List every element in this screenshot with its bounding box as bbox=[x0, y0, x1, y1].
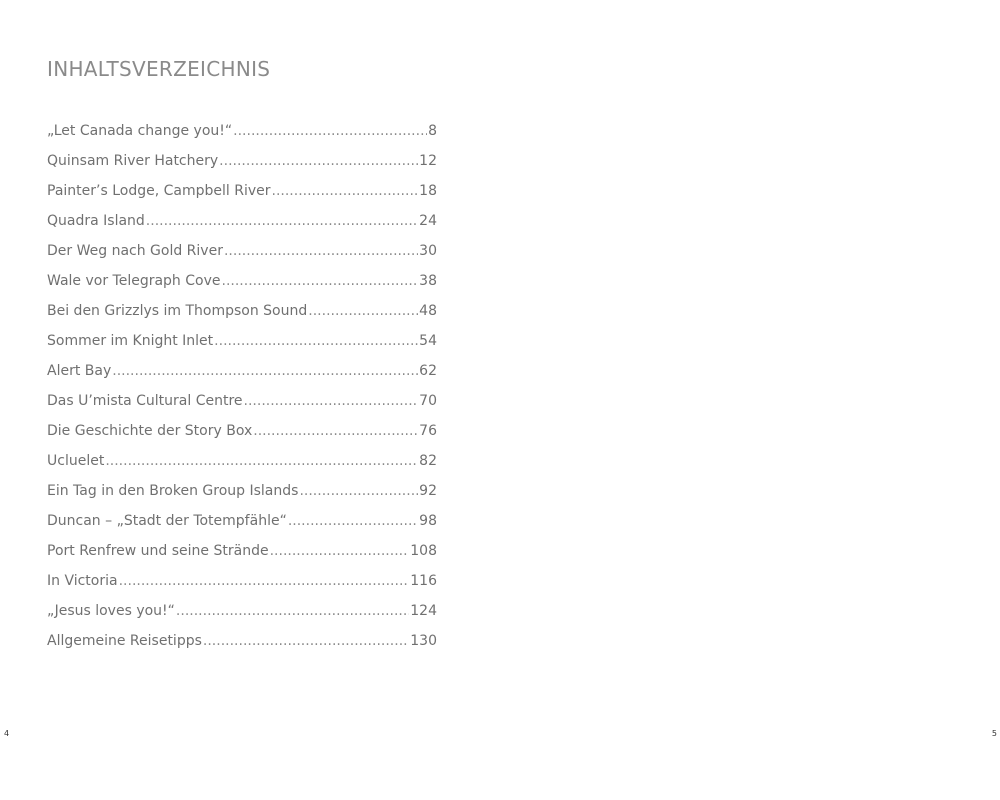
toc-entry-page: 38 bbox=[419, 273, 437, 289]
toc-dot-leader bbox=[214, 329, 418, 353]
toc-entry-title: Quinsam River Hatchery bbox=[47, 153, 219, 169]
page-title: INHALTSVERZEICHNIS bbox=[47, 57, 271, 81]
toc-entry-title: Alert Bay bbox=[47, 363, 112, 379]
toc-dot-leader bbox=[119, 569, 410, 593]
toc-entry bbox=[47, 419, 437, 449]
toc-entry bbox=[47, 299, 437, 329]
toc-entry-page: 12 bbox=[419, 153, 437, 169]
toc-entry bbox=[47, 329, 437, 359]
toc-dot-leader bbox=[222, 269, 419, 293]
toc-entry-title: „Jesus loves you!“ bbox=[47, 603, 175, 619]
toc-entry-title: Bei den Grizzlys im Thompson Sound bbox=[47, 303, 308, 319]
toc-entry-page: 130 bbox=[410, 633, 437, 649]
table-of-contents bbox=[47, 119, 437, 659]
toc-entry-title: In Victoria bbox=[47, 573, 118, 589]
toc-dot-leader bbox=[146, 209, 418, 233]
toc-dot-leader bbox=[112, 359, 418, 383]
page-number-left: 4 bbox=[4, 729, 10, 738]
toc-dot-leader bbox=[288, 509, 418, 533]
toc-entry bbox=[47, 179, 437, 209]
toc-entry-page: 18 bbox=[419, 183, 437, 199]
toc-entry-page: 48 bbox=[419, 303, 437, 319]
toc-entry bbox=[47, 239, 437, 269]
toc-entry bbox=[47, 629, 437, 659]
toc-dot-leader bbox=[308, 299, 418, 323]
toc-entry bbox=[47, 209, 437, 239]
toc-dot-leader bbox=[105, 449, 418, 473]
toc-entry bbox=[47, 509, 437, 539]
toc-entry-page: 98 bbox=[419, 513, 437, 529]
toc-entry-page: 24 bbox=[419, 213, 437, 229]
toc-dot-leader bbox=[176, 599, 409, 623]
toc-entry-page: 8 bbox=[428, 123, 437, 139]
toc-entry-page: 62 bbox=[419, 363, 437, 379]
toc-entry-page: 82 bbox=[419, 453, 437, 469]
toc-entry-title: Duncan – „Stadt der Totempfähle“ bbox=[47, 513, 287, 529]
toc-entry-title: Die Geschichte der Story Box bbox=[47, 423, 253, 439]
toc-entry-page: 92 bbox=[419, 483, 437, 499]
toc-entry bbox=[47, 359, 437, 389]
toc-entry-title: Port Renfrew und seine Strände bbox=[47, 543, 269, 559]
toc-entry-title: Sommer im Knight Inlet bbox=[47, 333, 214, 349]
toc-entry-title: Das U’mista Cultural Centre bbox=[47, 393, 243, 409]
toc-entry bbox=[47, 149, 437, 179]
toc-entry bbox=[47, 569, 437, 599]
toc-entry-title: Allgemeine Reisetipps bbox=[47, 633, 202, 649]
toc-entry-title: Ein Tag in den Broken Group Islands bbox=[47, 483, 299, 499]
toc-entry-page: 70 bbox=[419, 393, 437, 409]
toc-dot-leader bbox=[203, 629, 409, 653]
toc-dot-leader bbox=[224, 239, 418, 263]
toc-entry-page: 124 bbox=[410, 603, 437, 619]
toc-dot-leader bbox=[270, 539, 410, 563]
toc-entry-title: Painter’s Lodge, Campbell River bbox=[47, 183, 271, 199]
toc-dot-leader bbox=[272, 179, 419, 203]
toc-entry-page: 76 bbox=[419, 423, 437, 439]
toc-entry bbox=[47, 539, 437, 569]
toc-entry bbox=[47, 119, 437, 149]
page-number-right: 5 bbox=[991, 729, 997, 738]
toc-entry-title: Ucluelet bbox=[47, 453, 105, 469]
toc-dot-leader bbox=[253, 419, 418, 443]
toc-dot-leader bbox=[233, 119, 427, 143]
toc-entry-title: Wale vor Telegraph Cove bbox=[47, 273, 221, 289]
toc-entry-page: 108 bbox=[410, 543, 437, 559]
toc-dot-leader bbox=[219, 149, 418, 173]
toc-entry bbox=[47, 389, 437, 419]
toc-entry bbox=[47, 479, 437, 509]
toc-entry bbox=[47, 269, 437, 299]
toc-entry bbox=[47, 449, 437, 479]
toc-entry-page: 30 bbox=[419, 243, 437, 259]
toc-dot-leader bbox=[244, 389, 419, 413]
toc-entry-title: Der Weg nach Gold River bbox=[47, 243, 223, 259]
toc-entry bbox=[47, 599, 437, 629]
toc-dot-leader bbox=[299, 479, 418, 503]
toc-entry-title: „Let Canada change you!“ bbox=[47, 123, 233, 139]
toc-entry-page: 116 bbox=[410, 573, 437, 589]
toc-entry-title: Quadra Island bbox=[47, 213, 145, 229]
toc-entry-page: 54 bbox=[419, 333, 437, 349]
